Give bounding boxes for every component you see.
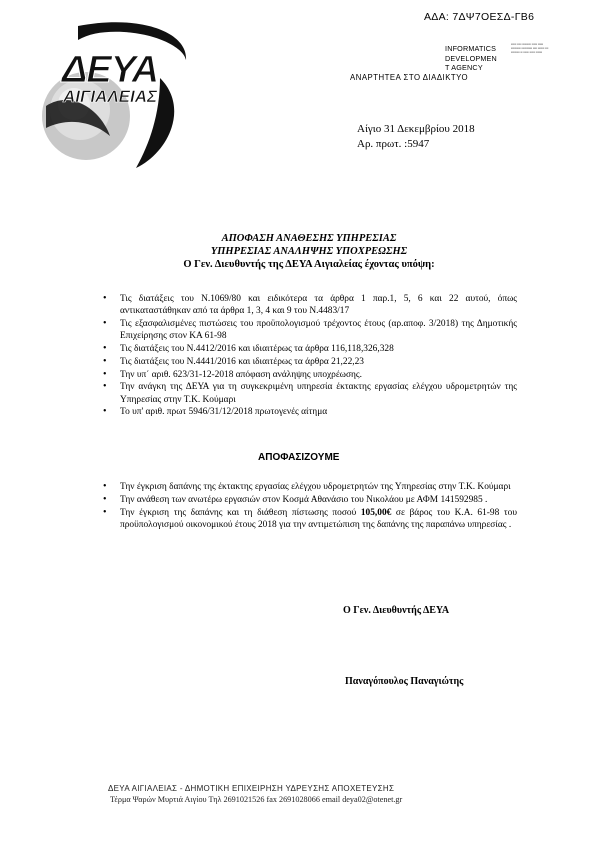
decision-text: Την έγκριση της δαπάνης και τη διάθεση πίστωσης ποσού	[120, 507, 361, 518]
protocol-number: Αρ. πρωτ. :5947	[357, 138, 430, 150]
list-item: • Τις διατάξεις του Ν.4412/2016 και ιδιαιτέρως τα άρθρα 116,118,326,328	[103, 343, 517, 355]
decision-text: σε βάρος του Κ.Α. 61-98 του προϋπολογισμού οικονομικού έτους 2018 για την αντιμετώπιση της δαπάνης της παραπάνω υπηρεσίας .	[120, 507, 517, 530]
signature-name: Παναγόπουλος Παναγιώτης	[345, 676, 464, 687]
list-item	[103, 507, 517, 531]
diadikti-stamp	[445, 42, 549, 73]
list-item: • Τις διατάξεις του Ν.1069/80 και ειδικότερα τα άρθρα 1 παρ.1, 5, 6 και 22 αυτού, όπως αντικαταστάθηκαν από τα άρθρα 1, 3, 4 και 9 του Ν.4483/17	[103, 293, 517, 317]
list-item: • Την ανάγκη της ΔΕΥΑ για τη συγκεκριμένη υπηρεσία έκτακτης εργασίας ελέγχου υδρομετρητών της Υπηρεσίας στην Τ.Κ. Κούμαρι	[103, 381, 517, 405]
publish-note: ΑΝΑΡΤΗΤΕΑ ΣΤΟ ΔΙΑΔΙΚΤΥΟ	[350, 73, 469, 82]
digital-signature-stamp: ▪▪▪▪▪ ▪▪▪▪ ▪▪▪▪▪▪▪▪ ▪▪▪▪▪ ▪▪▪▪▪ ▪▪▪▪▪▪▪▪▪ ▪▪▪▪▪▪▪▪▪▪ ▪▪▪▪ ▪▪▪▪▪▪ ▪▪▪ ▪▪▪▪▪▪▪▪ ▪▪ ▪▪▪▪▪ ▪▪▪▪▪ ▪▪▪▪▪▪	[511, 42, 549, 54]
title-line-2: ΥΠΗΡΕΣΙΑΣ ΑΝΑΛΗΨΗΣ ΥΠΟΧΡΕΩΣΗΣ	[210, 246, 408, 257]
diadikti-line: T AGENCY	[445, 63, 483, 72]
document-date: Αίγιο 31 Δεκεμβρίου 2018	[357, 123, 475, 135]
list-item: • Τις εξασφαλισμένες πιστώσεις του προϋπολογισμού τρέχοντος έτους (αρ.αποφ. 3/2018) της Δημοτικής Επιχείρησης στον ΚΑ 61-98	[103, 318, 517, 342]
list-item: • Το υπ' αριθ. πρωτ 5946/31/12/2018 πρωτογενές αίτημα	[103, 406, 517, 418]
decide-heading: ΑΠΟΦΑΣΙΖΟΥΜΕ	[258, 452, 340, 463]
list-item: • Την έγκριση δαπάνης της έκτακτης εργασίας ελέγχου υδρομετρητών της Υπηρεσίας στην Τ.Κ. Κούμαρι	[103, 481, 517, 493]
amount: 105,00€	[360, 507, 392, 518]
svg-text:ΑΙΓΙΑΛΕΙΑΣ: ΑΙΓΙΑΛΕΙΑΣ	[62, 87, 158, 106]
decisions-list	[103, 481, 517, 532]
list-item: • Την ανάθεση των ανωτέρω εργασιών στον Κοσμά Αθανάσιο του Νικολάου με ΑΦΜ 141592985 .	[103, 494, 517, 506]
list-item: • Την υπ΄ αριθ. 623/31-12-2018 απόφαση ανάληψης υποχρέωσης.	[103, 369, 517, 381]
footer-line-1: ΔΕΥΑ ΑΙΓΙΑΛΕΙΑΣ - ΔΗΜΟΤΙΚΗ ΕΠΙΧΕΙΡΗΣΗ ΥΔΡΕΥΣΗΣ ΑΠΟΧΕΤΕΥΣΗΣ	[108, 784, 395, 793]
considerations-list	[103, 293, 517, 419]
signature-title: Ο Γεν. Διευθυντής ΔΕΥΑ	[343, 605, 450, 616]
list-item: • Τις διατάξεις του Ν.4441/2016 και ιδιαιτέρως τα άρθρα 21,22,23	[103, 356, 517, 368]
title-line-3: Ο Γεν. Διευθυντής της ΔΕΥΑ Αιγιαλείας έχοντας υπόψη:	[183, 259, 435, 270]
footer-line-2: Τέρμα Ψαρών Μυρτιά Αιγίου Τηλ 2691021526 fax 2691028066 email deya02@otenet.gr	[110, 795, 403, 804]
date-block	[357, 122, 475, 152]
title-line-1: ΑΠΟΦΑΣΗ ΑΝΑΘΕΣΗΣ ΥΠΗΡΕΣΙΑΣ	[221, 233, 397, 244]
document-titles	[80, 232, 538, 271]
svg-text:ΔΕΥΑ: ΔΕΥΑ	[61, 49, 159, 91]
diadikti-line: INFORMATICS	[445, 44, 497, 53]
diadikti-line: DEVELOPMEN	[445, 53, 497, 63]
ada-code: ΑΔΑ: 7ΔΨ7ΟΕΣΔ-ΓΒ6	[424, 11, 535, 23]
deya-logo	[40, 18, 190, 188]
